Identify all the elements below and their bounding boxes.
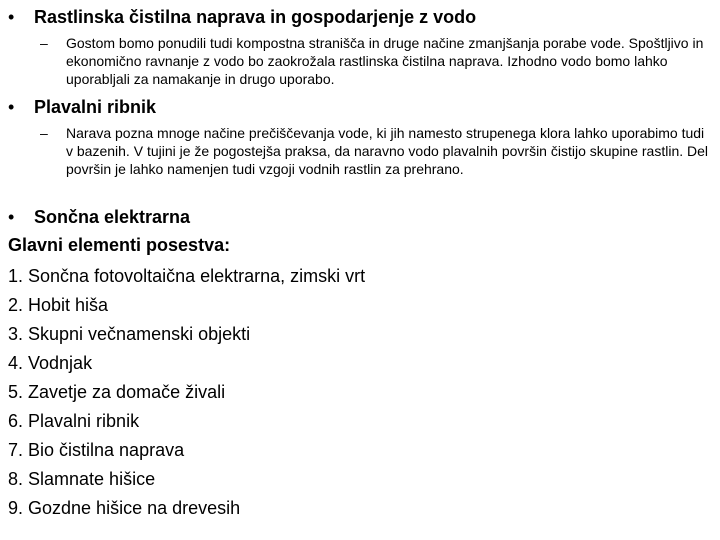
list-item: 2. Hobit hiša (8, 295, 109, 315)
sub-bullet-marker: – (40, 35, 48, 51)
list-item: 4. Vodnjak (8, 353, 93, 373)
sub-bullet-water-treatment (40, 34, 712, 88)
bullet-solar-plant (8, 206, 190, 228)
estate-elements-heading: Glavni elementi posestva: (8, 235, 231, 255)
list-item: 6. Plavalni ribnik (8, 411, 140, 431)
bullet-title: Plavalni ribnik (34, 97, 157, 117)
list-item: 7. Bio čistilna naprava (8, 440, 185, 460)
estate-elements-list (8, 262, 365, 523)
bullet-marker: • (8, 97, 15, 117)
list-item: 9. Gozdne hišice na drevesih (8, 498, 241, 518)
list-item: 8. Slamnate hišice (8, 469, 156, 489)
sub-bullet-text: Gostom bomo ponudili tudi kompostna stranišča in druge načine zmanjšanja porabe vode. Spoštljivo in ekonomično ravnanje z vodo bo zaokrožala rastlinska čistilna naprava. Izhodno vodo bomo lahko uporabljali za namakanje in drugo uporabo. (66, 35, 704, 87)
bullet-swimming-pond (8, 96, 156, 118)
list-item: 5. Zavetje za domače živali (8, 382, 226, 402)
bullet-title: Rastlinska čistilna naprava in gospodarjenje z vodo (34, 7, 477, 27)
bullet-title: Sončna elektrarna (34, 207, 191, 227)
sub-bullet-text: Narava pozna mnoge načine prečiščevanja vode, ki jih namesto strupenega klora lahko uporabimo tudi v bazenih. V tujini je že pogostejša praksa, da naravno vodo plavalnih površin čistijo skupine rastlin. Del površin je lahko namenjen tudi vzgoji vodnih rastlin za prehrano. (66, 125, 709, 177)
bullet-marker: • (8, 207, 15, 227)
list-item: 1. Sončna fotovoltaična elektrarna, zimski vrt (8, 266, 366, 286)
sub-bullet-marker: – (40, 125, 48, 141)
list-item: 3. Skupni večnamenski objekti (8, 324, 251, 344)
sub-bullet-swimming-pond (40, 124, 712, 178)
bullet-water-treatment (8, 6, 476, 28)
bullet-marker: • (8, 7, 15, 27)
